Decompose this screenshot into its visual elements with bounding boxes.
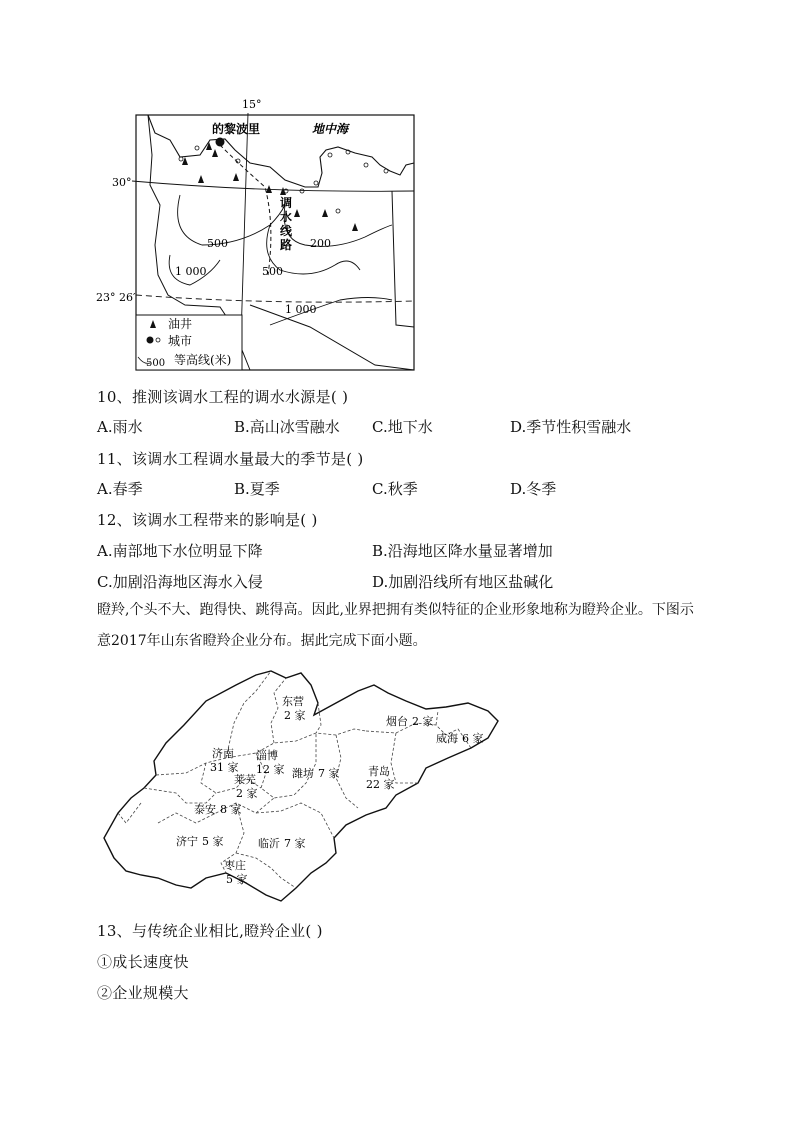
city-count: 2 家 <box>412 715 434 728</box>
q10-option-b[interactable]: B.高山冰雪融水 <box>234 418 340 436</box>
city-name: 莱芜 <box>234 773 256 786</box>
city-count: 7 家 <box>284 837 306 850</box>
city-count: 2 家 <box>236 787 258 800</box>
city-name: 烟台 <box>386 715 408 728</box>
city-count: 7 家 <box>318 767 340 780</box>
city-icon <box>147 337 154 344</box>
city-count: 12 家 <box>256 763 285 776</box>
city-count: 5 家 <box>226 873 248 886</box>
city-name: 潍坊 <box>292 767 314 780</box>
q12-option-b[interactable]: B.沿海地区降水量显著增加 <box>372 542 553 560</box>
q11-option-d[interactable]: D.冬季 <box>510 480 557 498</box>
contour-label: 500 <box>207 237 228 250</box>
q13-item-1: ①成长速度快 <box>97 953 189 971</box>
passage-text: 瞪羚,个头不大、跑得快、跳得高。因此,业界把拥有类似特征的企业形象地称为瞪羚企业。下图示意2017年山东省瞪羚企业分布。据此完成下面小题。 <box>97 602 694 649</box>
contour-label: 1 000 <box>175 265 207 278</box>
contour-500-west <box>178 195 285 245</box>
city-name: 济宁 <box>176 835 198 848</box>
lat30-label: 30° <box>112 176 132 189</box>
libya-map <box>96 95 430 375</box>
city-count: 5 家 <box>202 835 224 848</box>
svg-text:路: 路 <box>280 238 293 252</box>
svg-text:城市: 城市 <box>168 334 193 348</box>
q10-option-c[interactable]: C.地下水 <box>372 418 433 436</box>
q11-option-a[interactable]: A.春季 <box>97 480 143 498</box>
q10-option-d[interactable]: D.季节性积雪融水 <box>510 418 632 436</box>
q12-option-a[interactable]: A.南部地下水位明显下降 <box>97 542 263 560</box>
q11-option-b[interactable]: B.夏季 <box>234 480 280 498</box>
lon-label: 15° <box>242 98 262 111</box>
sea-label: 地中海 <box>312 122 349 136</box>
city-count: 8 家 <box>220 803 242 816</box>
question-10-stem: 10、推测该调水工程的调水水源是( ) <box>97 388 349 406</box>
city-name: 济南 <box>212 747 234 760</box>
contour-label: 200 <box>310 237 331 250</box>
q12-option-d[interactable]: D.加剧沿线所有地区盐碱化 <box>372 573 554 591</box>
parallel-30-line <box>132 181 414 191</box>
svg-text:等高线(米): 等高线(米) <box>174 353 232 367</box>
q12-option-c[interactable]: C.加剧沿海地区海水入侵 <box>97 573 263 591</box>
tripoli-city-dot <box>216 138 225 147</box>
city-count: 2 家 <box>284 709 306 722</box>
city-name: 淄博 <box>256 749 278 762</box>
contour-label: 500 <box>262 265 283 278</box>
city-name: 青岛 <box>368 765 390 778</box>
contour-label: 1 000 <box>285 303 317 316</box>
tropic-label: 23° 26′ <box>96 291 136 304</box>
city-name: 威海 <box>436 732 458 745</box>
city-count: 31 家 <box>210 761 239 774</box>
svg-text:500: 500 <box>146 358 166 369</box>
route-label <box>280 195 293 252</box>
water-route-line <box>220 145 271 275</box>
q13-item-2: ②企业规模大 <box>97 984 189 1002</box>
q10-option-a[interactable]: A.雨水 <box>97 418 143 436</box>
question-12-stem: 12、该调水工程带来的影响是( ) <box>97 511 318 529</box>
city-count: 22 家 <box>366 778 395 791</box>
city-name: 泰安 <box>194 803 216 816</box>
city-name: 东营 <box>282 695 304 708</box>
contour-200 <box>284 205 392 246</box>
svg-text:水: 水 <box>280 210 293 224</box>
svg-text:线: 线 <box>280 224 293 238</box>
q11-option-c[interactable]: C.秋季 <box>372 480 418 498</box>
city-label: 的黎波里 <box>212 122 261 136</box>
city-name: 临沂 <box>258 837 280 850</box>
map-legend <box>136 315 242 370</box>
question-11-stem: 11、该调水工程调水量最大的季节是( ) <box>97 450 364 468</box>
question-13-stem: 13、与传统企业相比,瞪羚企业( ) <box>97 922 323 940</box>
shandong-map <box>96 663 502 911</box>
svg-text:油井: 油井 <box>168 317 193 331</box>
svg-text:调: 调 <box>280 196 293 210</box>
coastline <box>148 115 414 187</box>
city-name: 枣庄 <box>224 859 246 872</box>
city-count: 6 家 <box>462 732 484 745</box>
